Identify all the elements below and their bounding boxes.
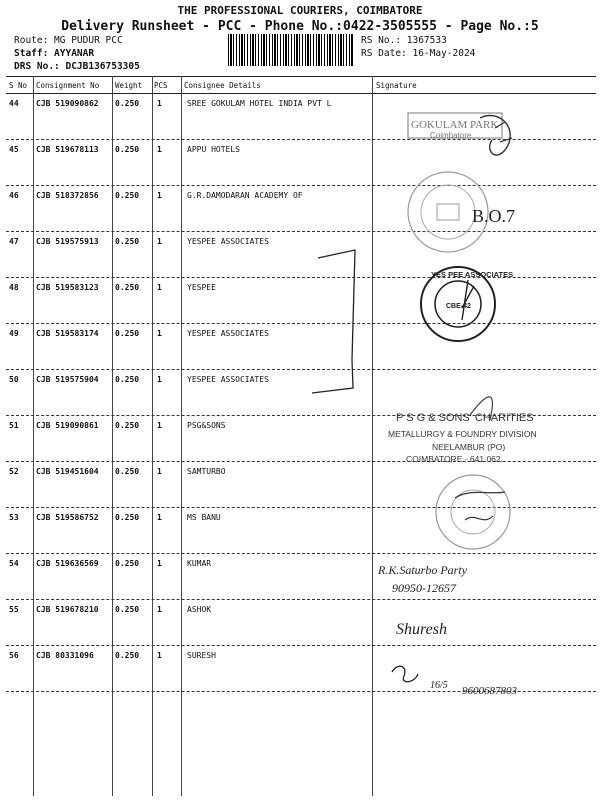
cell-consignment: CJB 519678210: [36, 605, 99, 614]
col-header-pcs: PCS: [154, 81, 168, 90]
cell-consignee: G.R.DAMODARAN ACADEMY OF: [187, 191, 303, 200]
cell-weight: 0.250: [115, 191, 140, 200]
cell-sno: 56: [9, 651, 19, 660]
psg-stamp-line2: METALLURGY & FOUNDRY DIVISION: [388, 429, 537, 439]
psg-stamp: [388, 397, 537, 464]
cell-consignee: APPU HOTELS: [187, 145, 240, 154]
cell-sno: 53: [9, 513, 19, 522]
cell-consignment: CJB 519575913: [36, 237, 99, 246]
cell-sno: 48: [9, 283, 19, 292]
cell-consignee: MS BANU: [187, 513, 221, 522]
cell-sno: 52: [9, 467, 19, 476]
cell-sno: 49: [9, 329, 19, 338]
col-header-signature: Signature: [376, 81, 417, 90]
cell-pcs: 1: [157, 283, 162, 292]
cell-consignee: SAMTURBO: [187, 467, 226, 476]
gokulam-stamp-name: GOKULAM PARK: [411, 119, 499, 131]
psg-stamp-line4: COIMBATORE - 641 062.: [406, 454, 503, 464]
cell-weight: 0.250: [115, 605, 140, 614]
col-header-consignee: Consignee Details: [184, 81, 261, 90]
psg-stamp-line3: NEELAMBUR (PO): [432, 442, 506, 452]
route-label: Route: MG PUDUR PCC: [14, 35, 123, 46]
cell-consignment: CJB 518372856: [36, 191, 99, 200]
cell-weight: 0.250: [115, 145, 140, 154]
bracket-mark: [312, 250, 355, 393]
cell-consignment: CJB 519451604: [36, 467, 99, 476]
cell-weight: 0.250: [115, 329, 140, 338]
cell-pcs: 1: [157, 559, 162, 568]
col-header-sno: S No: [9, 81, 28, 90]
cell-consignee: YESPEE: [187, 283, 216, 292]
cell-sno: 55: [9, 605, 19, 614]
cell-pcs: 1: [157, 513, 162, 522]
row56-date: 16/5: [430, 680, 448, 691]
cell-sno: 47: [9, 237, 19, 246]
runsheet-title: Delivery Runsheet - PCC - Phone No.:0422-3505555 - Page No.:5: [61, 19, 539, 34]
cell-weight: 0.250: [115, 467, 140, 476]
cell-consignment: CJB 519586752: [36, 513, 99, 522]
cell-consignee: YESPEE ASSOCIATES: [187, 329, 269, 338]
row55-signature: Shuresh: [396, 621, 447, 638]
cell-weight: 0.250: [115, 283, 140, 292]
row46-handwriting: B.O.7: [472, 206, 516, 226]
psg-stamp-line1: P S G & SONS' CHARITIES: [396, 412, 534, 424]
cell-weight: 0.250: [115, 375, 140, 384]
cell-pcs: 1: [157, 191, 162, 200]
cell-consignee: ASHOK: [187, 605, 212, 614]
company-name: THE PROFESSIONAL COURIERS, COIMBATORE: [177, 4, 423, 17]
row56-signature: [392, 666, 418, 682]
cell-weight: 0.250: [115, 237, 140, 246]
yespee-stamp: [421, 267, 513, 341]
cell-sno: 54: [9, 559, 19, 568]
cell-consignment: CJB 519636569: [36, 559, 99, 568]
cell-consignment: CJB 519583123: [36, 283, 99, 292]
cell-pcs: 1: [157, 605, 162, 614]
cell-pcs: 1: [157, 145, 162, 154]
cell-sno: 51: [9, 421, 19, 430]
cell-consignment: CJB 519583174: [36, 329, 99, 338]
cell-pcs: 1: [157, 237, 162, 246]
cell-sno: 45: [9, 145, 19, 154]
col-header-consignment: Consignment No: [36, 81, 100, 90]
yespee-stamp-name: YES PEE ASSOCIATES: [431, 270, 514, 279]
cell-pcs: 1: [157, 375, 162, 384]
cell-weight: 0.250: [115, 559, 140, 568]
yespee-stamp-inner: CBE-42: [446, 303, 471, 310]
cell-consignment: CJB 519575904: [36, 375, 99, 384]
cell-consignee: PSG&SONS: [187, 421, 226, 430]
cell-weight: 0.250: [115, 99, 140, 108]
cell-consignee: SREE GOKULAM HOTEL INDIA PVT L: [187, 99, 332, 108]
row54-handwriting-phone: 90950-12657: [392, 581, 456, 595]
academy-round-stamp: [408, 172, 515, 252]
cell-weight: 0.250: [115, 513, 140, 522]
cell-pcs: 1: [157, 99, 162, 108]
cell-sno: 44: [9, 99, 19, 108]
rs-date: RS Date: 16-May-2024: [361, 48, 476, 59]
cell-pcs: 1: [157, 329, 162, 338]
cell-pcs: 1: [157, 421, 162, 430]
cell-consignment: CJB 80331096: [36, 651, 94, 660]
cell-pcs: 1: [157, 467, 162, 476]
cell-sno: 50: [9, 375, 19, 384]
cell-consignee: YESPEE ASSOCIATES: [187, 375, 269, 384]
rs-number: RS No.: 1367533: [361, 35, 447, 46]
cell-sno: 46: [9, 191, 19, 200]
cell-weight: 0.250: [115, 651, 140, 660]
gokulam-stamp: [408, 113, 512, 155]
gokulam-stamp-city: Coimbatore: [430, 131, 472, 140]
cell-consignment: CJB 519090861: [36, 421, 99, 430]
cell-consignee: SURESH: [187, 651, 216, 660]
cell-consignee: YESPEE ASSOCIATES: [187, 237, 269, 246]
round-stamp-row53: [436, 475, 510, 549]
cell-pcs: 1: [157, 651, 162, 660]
cell-consignment: CJB 519090862: [36, 99, 99, 108]
col-header-weight: Weight: [115, 81, 143, 90]
staff-label: Staff: AYYANAR: [14, 48, 95, 59]
row54-handwriting-name: R.K.Saturbo Party: [378, 563, 467, 577]
drs-number: DRS No.: DCJB136753305: [14, 61, 140, 72]
cell-consignee: KUMAR: [187, 559, 212, 568]
row56-phone: 9600687803: [462, 685, 517, 697]
cell-consignment: CJB 519678113: [36, 145, 99, 154]
cell-weight: 0.250: [115, 421, 140, 430]
